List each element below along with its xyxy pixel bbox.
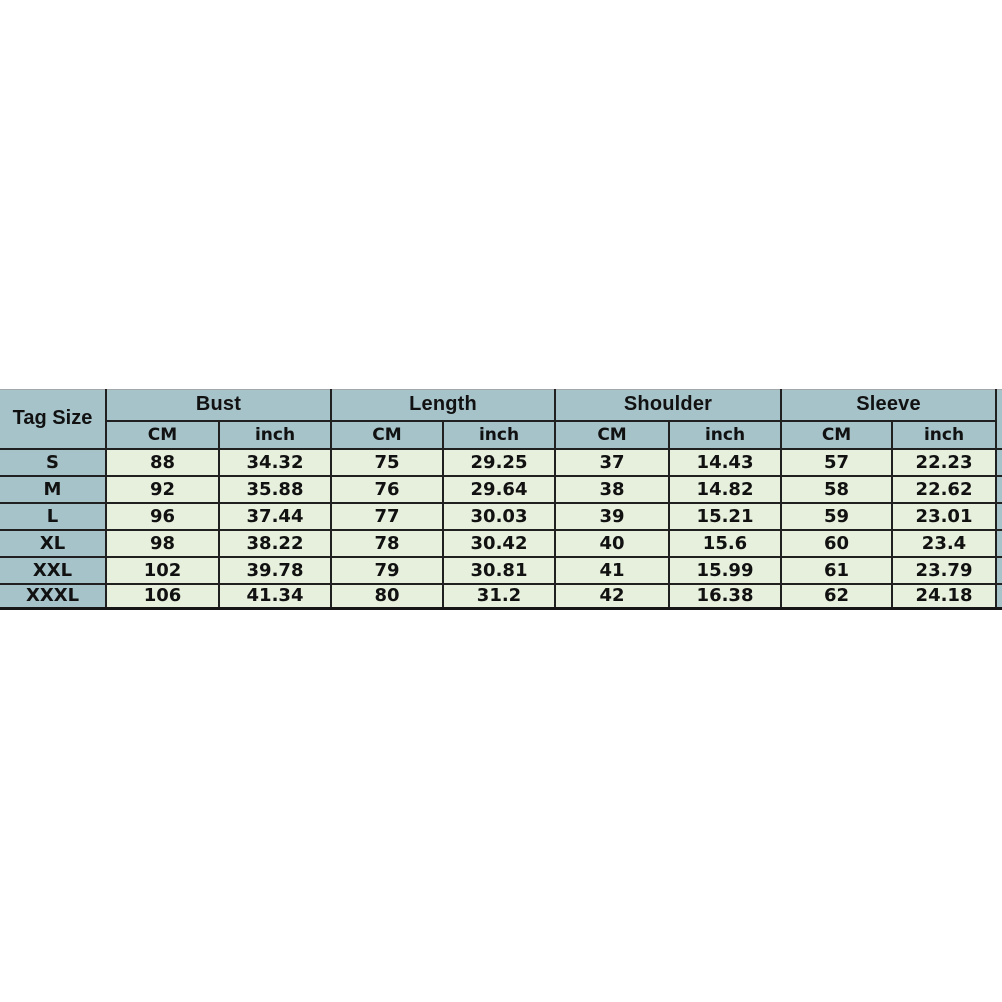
cell-shoulder-cm: 41 [555,557,669,584]
group-header-row [0,390,1002,421]
bust-group-header: Bust [106,390,331,421]
bust-cm-header: CM [106,421,219,449]
cell-bust-inch: 37.44 [219,503,331,530]
cell-length-cm: 77 [331,503,443,530]
row-size-label: XXXL [0,584,106,609]
tag-size-header: Tag Size [0,390,106,449]
sleeve-cm-header: CM [781,421,892,449]
cell-shoulder-inch: 15.21 [669,503,781,530]
cell-sleeve-cm: 57 [781,449,892,476]
table-row [0,530,1002,557]
shoulder-cm-header: CM [555,421,669,449]
shoulder-inch-header: inch [669,421,781,449]
size-table-body [0,449,1002,609]
row-size-label: L [0,503,106,530]
cell-length-cm: 75 [331,449,443,476]
sleeve-group-header: Sleeve [781,390,996,421]
cell-length-inch: 30.81 [443,557,555,584]
size-chart-header [0,390,1002,449]
cell-bust-inch: 34.32 [219,449,331,476]
cell-length-inch: 29.25 [443,449,555,476]
cut-off-column [996,390,1002,449]
length-inch-header: inch [443,421,555,449]
cell-sleeve-cm: 59 [781,503,892,530]
cell-length-cm: 78 [331,530,443,557]
cell-bust-inch: 38.22 [219,530,331,557]
cut-off-column [996,503,1002,530]
length-group-header: Length [331,390,555,421]
table-row [0,449,1002,476]
cut-off-column [996,449,1002,476]
unit-header-row [0,421,1002,449]
cell-sleeve-inch: 22.23 [892,449,996,476]
cell-sleeve-cm: 62 [781,584,892,609]
cell-shoulder-cm: 37 [555,449,669,476]
cell-shoulder-inch: 15.99 [669,557,781,584]
cell-length-inch: 30.03 [443,503,555,530]
table-row [0,476,1002,503]
cell-bust-cm: 92 [106,476,219,503]
cell-sleeve-cm: 61 [781,557,892,584]
table-row [0,584,1002,609]
length-cm-header: CM [331,421,443,449]
cell-length-inch: 31.2 [443,584,555,609]
cell-shoulder-inch: 16.38 [669,584,781,609]
cell-sleeve-cm: 60 [781,530,892,557]
cell-sleeve-cm: 58 [781,476,892,503]
row-size-label: XXL [0,557,106,584]
cell-bust-inch: 39.78 [219,557,331,584]
cell-shoulder-inch: 14.82 [669,476,781,503]
cut-off-column [996,584,1002,609]
cell-bust-cm: 102 [106,557,219,584]
cell-shoulder-cm: 39 [555,503,669,530]
cell-length-cm: 80 [331,584,443,609]
sleeve-inch-header: inch [892,421,996,449]
cell-bust-cm: 88 [106,449,219,476]
cell-length-inch: 29.64 [443,476,555,503]
cell-bust-cm: 96 [106,503,219,530]
cell-sleeve-inch: 24.18 [892,584,996,609]
cell-bust-cm: 106 [106,584,219,609]
cell-shoulder-inch: 15.6 [669,530,781,557]
cell-shoulder-cm: 38 [555,476,669,503]
cell-length-cm: 76 [331,476,443,503]
cell-sleeve-inch: 22.62 [892,476,996,503]
cell-length-inch: 30.42 [443,530,555,557]
cell-bust-cm: 98 [106,530,219,557]
row-size-label: S [0,449,106,476]
cell-shoulder-cm: 40 [555,530,669,557]
cell-shoulder-inch: 14.43 [669,449,781,476]
table-row [0,503,1002,530]
size-chart-table [0,389,1002,610]
cell-sleeve-inch: 23.4 [892,530,996,557]
cut-off-column [996,476,1002,503]
cell-bust-inch: 41.34 [219,584,331,609]
row-size-label: XL [0,530,106,557]
cut-off-column [996,530,1002,557]
cell-shoulder-cm: 42 [555,584,669,609]
shoulder-group-header: Shoulder [555,390,781,421]
row-size-label: M [0,476,106,503]
cut-off-column [996,557,1002,584]
cell-sleeve-inch: 23.01 [892,503,996,530]
cell-bust-inch: 35.88 [219,476,331,503]
cell-sleeve-inch: 23.79 [892,557,996,584]
table-row [0,557,1002,584]
bust-inch-header: inch [219,421,331,449]
cell-length-cm: 79 [331,557,443,584]
